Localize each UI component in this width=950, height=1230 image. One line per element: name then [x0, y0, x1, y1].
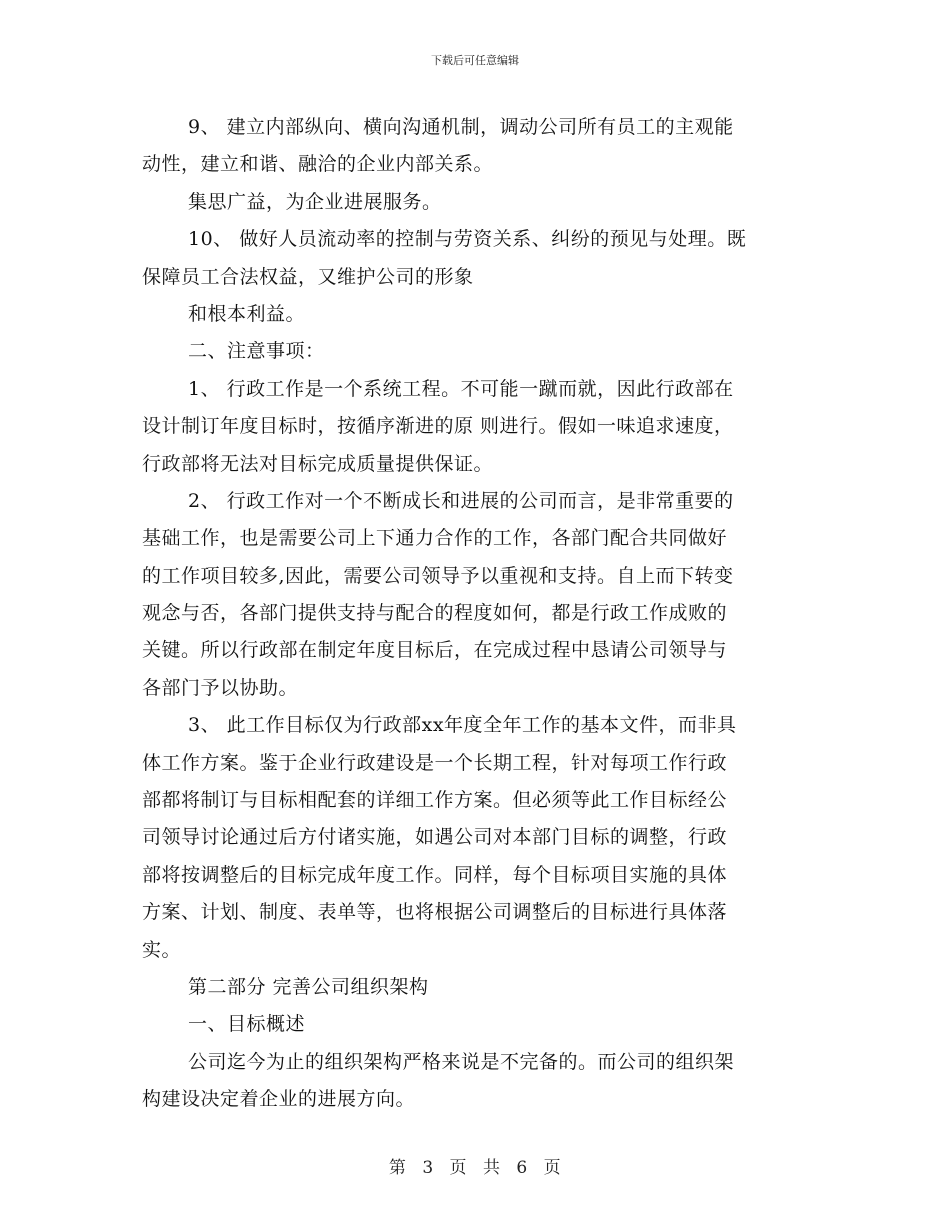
- page-footer: [0, 1153, 950, 1178]
- paragraph-line: 基础工作，也是需要公司上下通力合作的工作，各部门配合共同做好: [142, 527, 728, 550]
- total-label: 共: [482, 1158, 501, 1178]
- paragraph-line: 1、 行政工作是一个系统工程。不可能一蹴而就，因此行政部在: [188, 377, 734, 400]
- paragraph-line: 公司迄今为止的组织架构严格来说是不完备的。而公司的组织架: [188, 1050, 735, 1073]
- section-heading: 一、目标概述: [188, 1013, 306, 1036]
- paragraph-line: 10、 做好人员流动率的控制与劳资关系、纠纷的预见与处理。既: [188, 228, 747, 251]
- paragraph-line: 行政部将无法对目标完成质量提供保证。: [142, 452, 494, 475]
- paragraph-line: 关键。所以行政部在制定年度目标后，在完成过程中恳请公司领导与: [142, 639, 728, 662]
- paragraph-line: 体工作方案。鉴于企业行政建设是一个长期工程，针对每项工作行政: [142, 751, 728, 774]
- paragraph-line: 方案、计划、制度、表单等，也将根据公司调整后的目标进行具体落: [142, 901, 728, 924]
- paragraph-line: 动性，建立和谐、融洽的企业内部关系。: [142, 153, 494, 176]
- total-unit: 页: [543, 1158, 562, 1178]
- paragraph-line: 司领导讨论通过后方付诸实施，如遇公司对本部门目标的调整，行政: [142, 826, 728, 849]
- paragraph-line: 3、 此工作目标仅为行政部xx年度全年工作的基本文件，而非具: [188, 714, 737, 737]
- header-note: 下载后可任意编辑: [431, 54, 519, 67]
- paragraph-line: 构建设决定着企业的进展方向。: [142, 1088, 416, 1111]
- paragraph-line: 各部门予以协助。: [142, 676, 299, 699]
- page-unit: 页: [449, 1158, 468, 1178]
- paragraph-line: 集思广益，为企业进展服务。: [188, 190, 442, 213]
- paragraph-line: 部都将制订与目标相配套的详细工作方案。但必须等此工作目标经公: [142, 789, 728, 812]
- paragraph-line: 部将按调整后的目标完成年度工作。同样，每个目标项目实施的具体: [142, 863, 728, 886]
- document-body: [142, 109, 810, 1119]
- paragraph-line: 保障员工合法权益，又维护公司的形象: [142, 265, 474, 288]
- paragraph-line: 实。: [142, 938, 182, 961]
- total-pages: 6: [516, 1158, 528, 1178]
- paragraph-line: 观念与否，各部门提供支持与配合的程度如何，都是行政工作成败的: [142, 602, 728, 625]
- page-header: [0, 52, 950, 68]
- paragraph-line: 设计制订年度目标时，按循序渐进的原 则进行。假如一味追求速度，: [142, 415, 734, 438]
- paragraph-line: 9、 建立内部纵向、横向沟通机制，调动公司所有员工的主观能: [188, 116, 734, 138]
- paragraph-line: 的工作项目较多,因此，需要公司领导予以重视和支持。自上而下转变: [142, 564, 734, 587]
- section-heading: 二、注意事项：: [188, 340, 325, 363]
- paragraph-line: 和根本利益。: [188, 302, 306, 325]
- page-label: 第: [388, 1158, 407, 1178]
- paragraph-line: 2、 行政工作对一个不断成长和进展的公司而言，是非常重要的: [188, 489, 734, 512]
- section-heading: 第二部分 完善公司组织架构: [188, 975, 429, 998]
- page-number: 3: [422, 1158, 434, 1178]
